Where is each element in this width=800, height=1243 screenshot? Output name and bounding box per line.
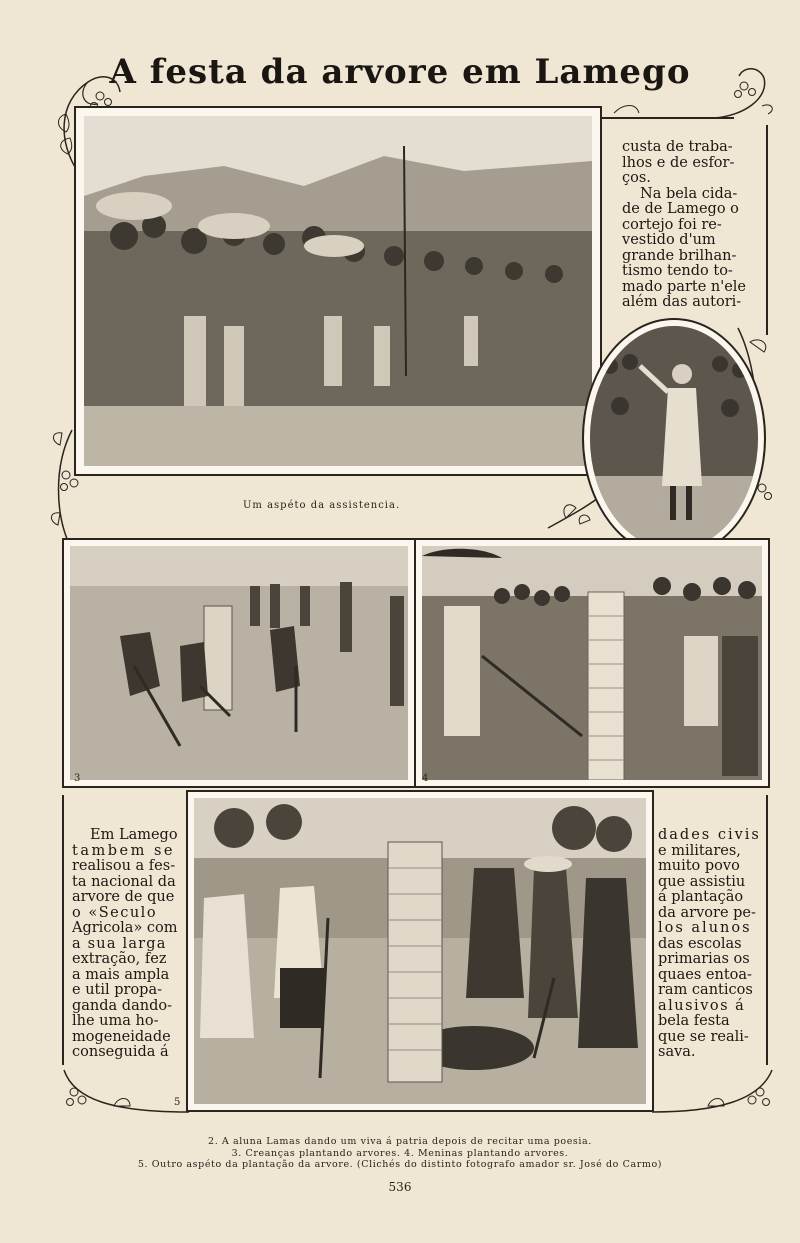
text-line: a mais ampla [72, 966, 170, 983]
text-line: das escolas [658, 935, 742, 952]
text-line: o «Seculo [72, 904, 158, 921]
text-line: tismo tendo to- [622, 263, 733, 279]
text-line: mogeneidade [72, 1028, 171, 1045]
text-line: tambem se [72, 842, 175, 859]
page-number: 536 [388, 1180, 412, 1194]
digging-boys-photo-frame [62, 538, 416, 788]
text-line: á plantação [658, 889, 744, 905]
text-line: arvore de que [72, 889, 175, 905]
crowd-photo [84, 116, 592, 466]
text-line: primarias os [658, 951, 750, 967]
text-line: bela festa [658, 1013, 730, 1029]
text-line: alusivos á [658, 997, 746, 1014]
text-line: realisou a fes- [72, 858, 176, 874]
text-line: lhe uma ho- [72, 1013, 159, 1029]
photo-captions [0, 1136, 800, 1171]
text-line: ram canticos [658, 982, 753, 998]
text-line: que assistiu [658, 873, 746, 890]
girls-planting-photo [422, 546, 762, 780]
text-line: lhos e de esfor- [622, 154, 735, 171]
floral-ornament-bottom-left [54, 1060, 194, 1120]
boys-digging-photo [70, 546, 408, 780]
text-line: que se reali- [658, 1028, 749, 1045]
floral-ornament-bottom-right [648, 1060, 780, 1120]
photo-number-3: 3 [74, 773, 81, 784]
caption-line-5: 5. Outro aspéto da plantação da arvore. (Clichés do distinto fotografo amador sr. José do Carmo) [137, 1159, 663, 1170]
column-rule-left [62, 795, 64, 1065]
text-line: dades civis [658, 827, 761, 843]
text-line: los alunos [658, 920, 752, 936]
text-line: mado parte n'ele [622, 278, 747, 295]
column-rule-top-right [766, 125, 768, 335]
caption-line-2: 2. A aluna Lamas dando um viva á patria depois de recitar uma poesia. [208, 1136, 592, 1147]
article-text-top-right [622, 140, 762, 311]
tree-planting-photo-frame [174, 790, 654, 1112]
tree-planting-photo [194, 798, 646, 1104]
column-rule-right [766, 795, 768, 1065]
text-line: custa de traba- [622, 139, 733, 155]
floral-ornament-top-right [594, 58, 779, 126]
text-line: sava. [658, 1044, 696, 1060]
article-text-right [658, 828, 762, 1061]
text-line: a sua larga [72, 935, 167, 952]
text-line: Em Lamego [90, 827, 178, 843]
girl-reciting-photo [590, 326, 758, 550]
page-title: A festa da arvore em Lamego [109, 52, 691, 92]
article-text-left [72, 828, 182, 1061]
text-line: além das autori- [622, 294, 742, 310]
oval-photo-frame [582, 318, 766, 558]
text-line: grande brilhan- [622, 247, 737, 264]
text-line: ta nacional da [72, 873, 176, 890]
text-line: muito povo [658, 858, 740, 874]
planting-girls-photo-frame [414, 538, 770, 788]
text-line: Agricola» com [72, 920, 178, 936]
text-line: e militares, [658, 842, 741, 859]
text-line: ganda dando- [72, 997, 172, 1014]
caption-line-3-4: 3. Creanças plantando arvores. 4. Meninas plantando arvores. [231, 1147, 569, 1159]
crowd-photo-caption: Um aspéto da assistencia. [243, 500, 401, 511]
text-line: cortejo foi re- [622, 216, 722, 233]
text-line: Na bela cida- [640, 185, 738, 202]
photo-number-5: 5 [174, 1097, 181, 1108]
text-line: ços. [622, 170, 651, 186]
text-line: conseguida á [72, 1044, 169, 1060]
text-line: extração, fez [72, 951, 167, 967]
text-line: da arvore pe- [658, 904, 756, 921]
text-line: quaes entoa- [658, 966, 752, 983]
crowd-photo-frame [74, 106, 602, 476]
text-line: vestido d'um [622, 232, 716, 248]
text-line: de de Lamego o [622, 201, 739, 217]
text-line: e util propa- [72, 982, 163, 998]
photo-number-4: 4 [422, 773, 429, 784]
